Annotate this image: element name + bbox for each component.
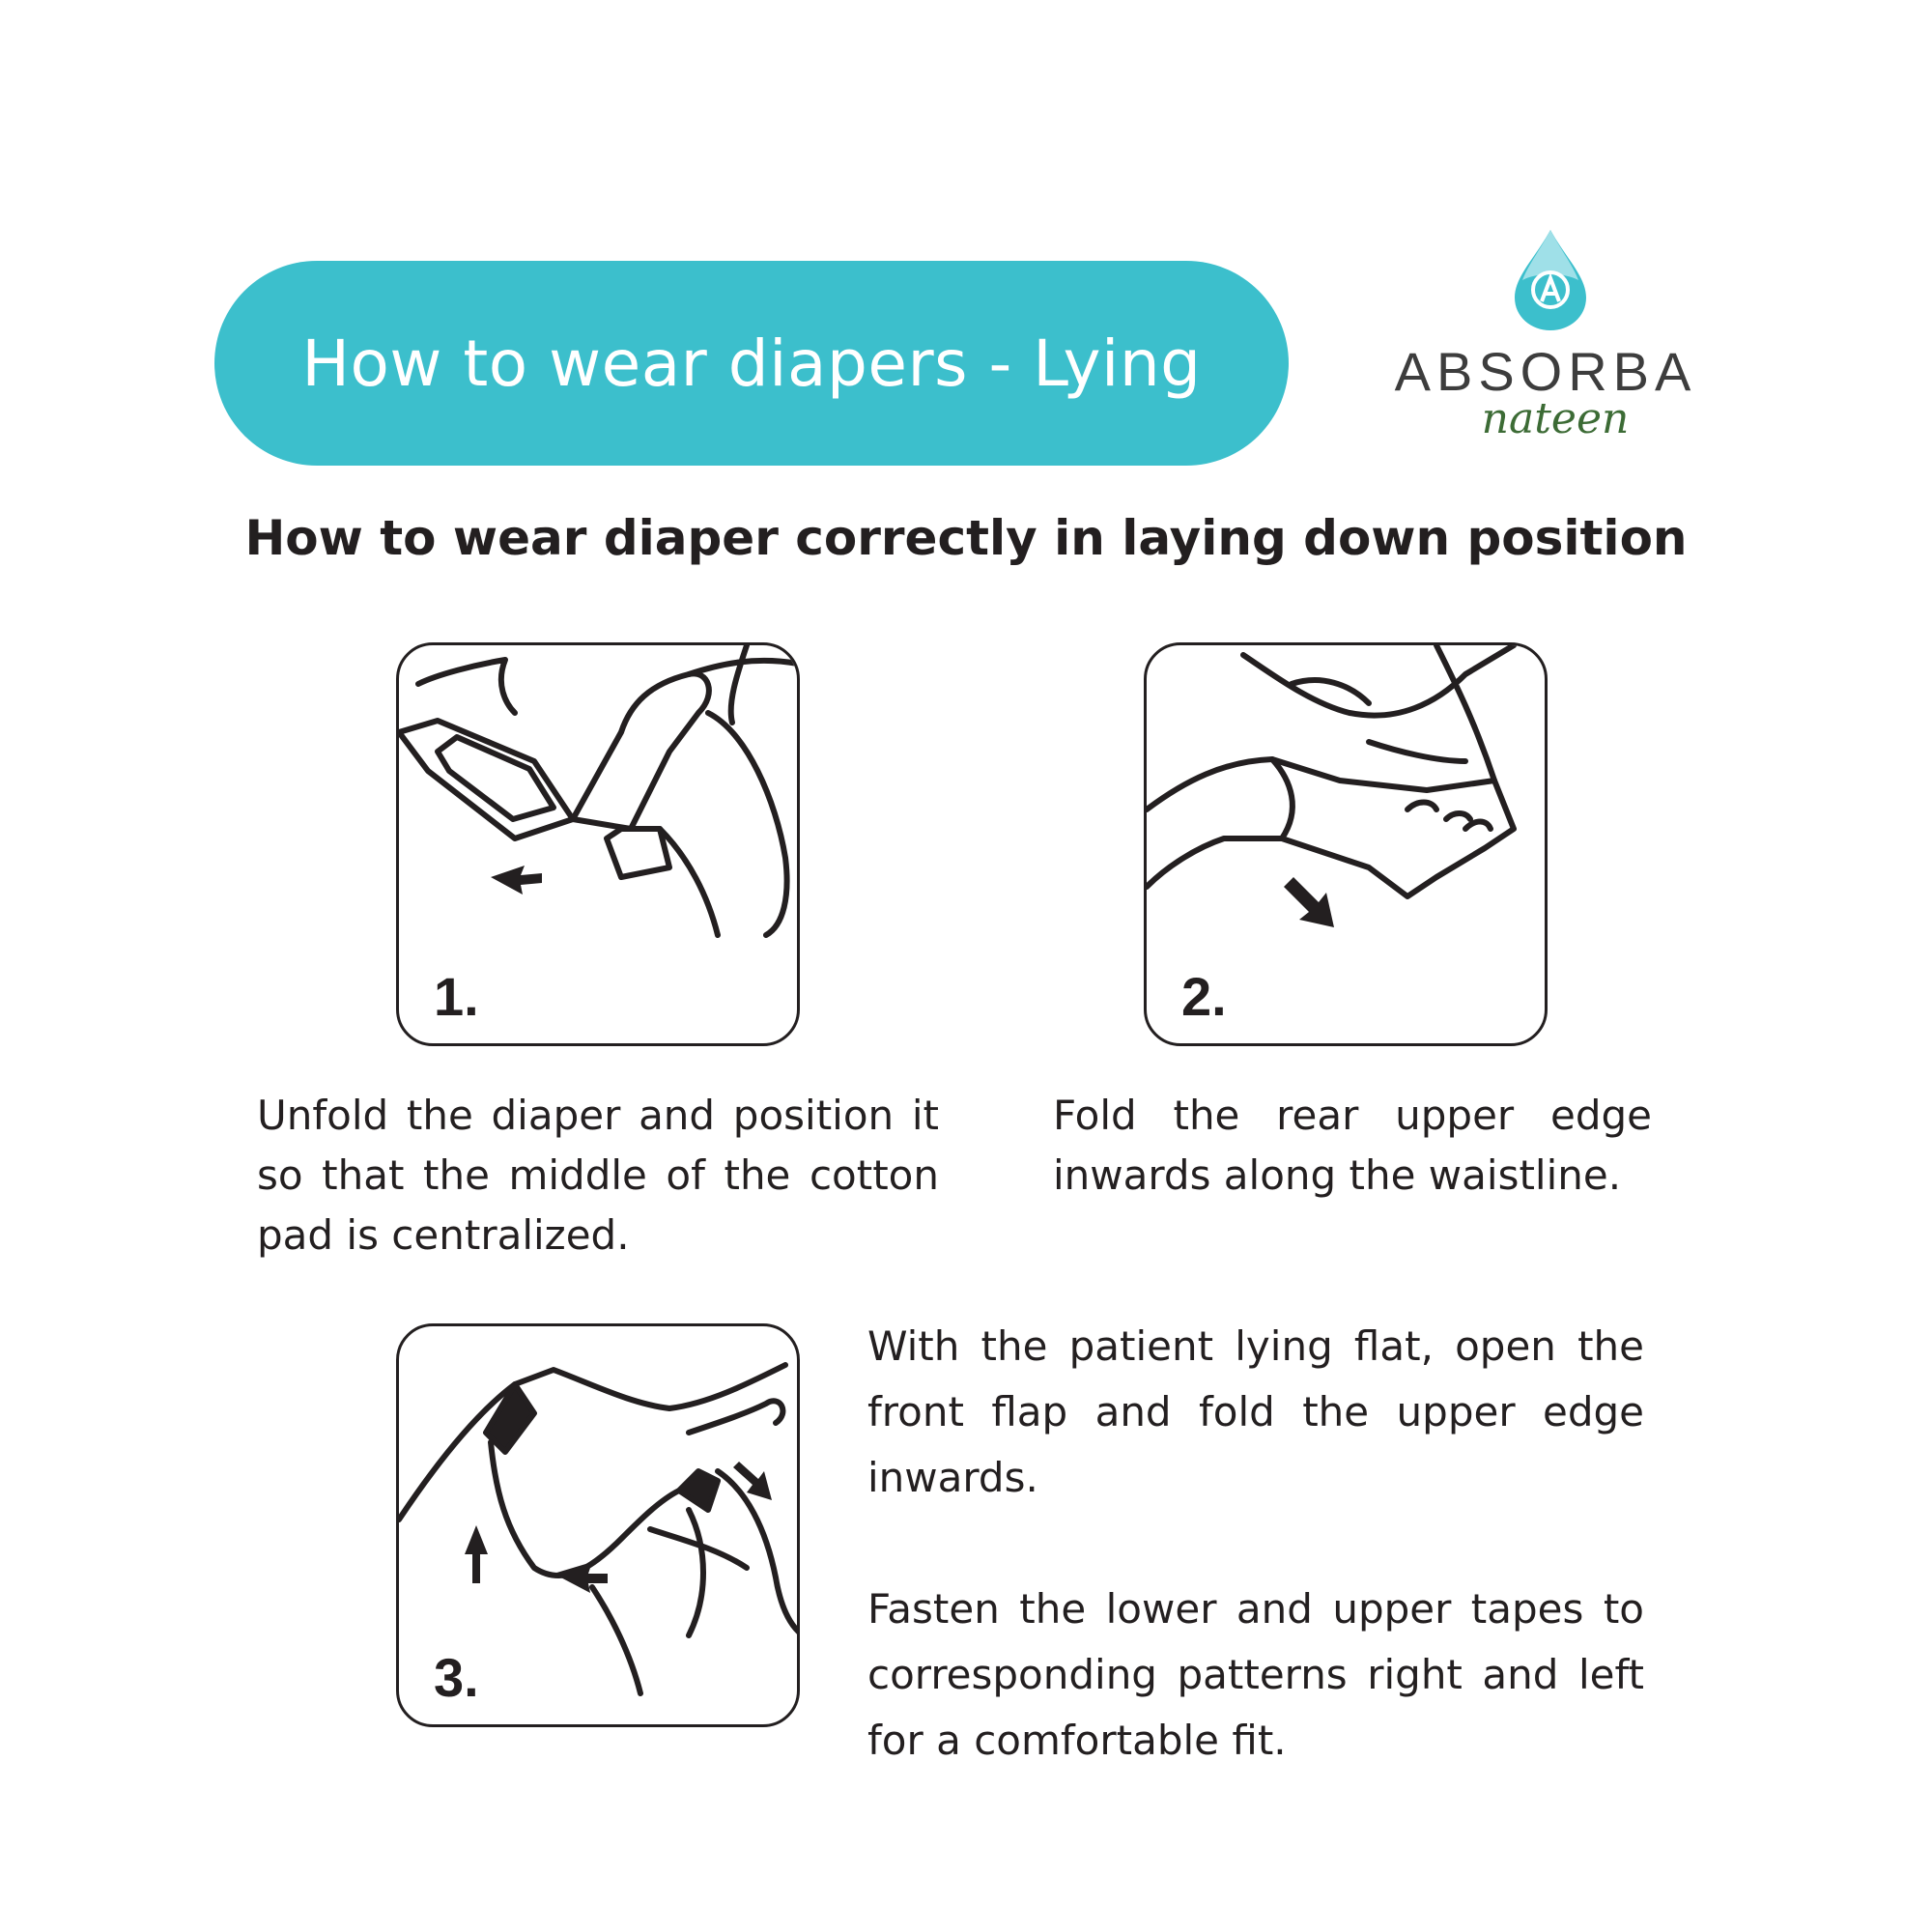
step-1-card [396,642,800,1046]
step-2-card [1144,642,1548,1046]
step-3-number: 3. [434,1647,479,1708]
step-1-number: 1. [434,966,479,1027]
step-3-card [396,1323,800,1727]
header-banner [214,261,1289,466]
step-3-description: With the patient lying flat, open the front flap and fold the upper edge inwards. [867,1322,1644,1501]
step-3-description-fasten: Fasten the lower and upper tapes to corresponding patterns right and left for a comfortable fit. [867,1585,1644,1764]
step-1-description: Unfold the diaper and position it so that the middle of the cotton pad is centralized. [257,1092,939,1259]
header-title: How to wear diapers - Lying [301,326,1202,401]
absorba-logo [1362,228,1719,450]
step-2-description: Fold the rear upper edge inwards along the waistline. [1053,1092,1652,1199]
logo-brand-text: ABSORBA [1394,341,1697,402]
page-subtitle: How to wear diaper correctly in laying down position [244,510,1688,566]
water-drop-icon [1507,228,1594,332]
step-2-number: 2. [1181,966,1227,1027]
logo-sub-text: nateen [1481,394,1630,443]
